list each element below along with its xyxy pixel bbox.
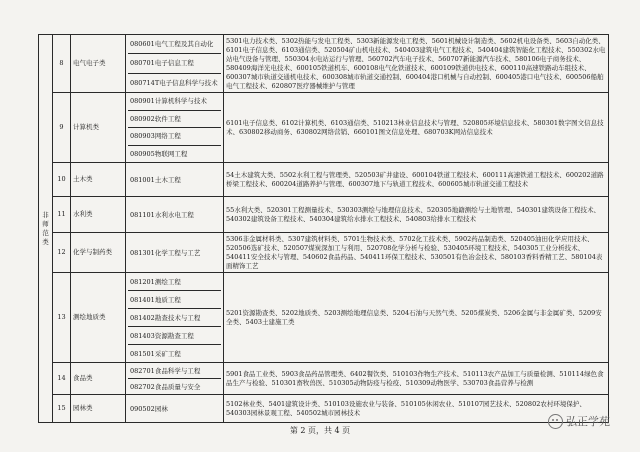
- related-majors-text: 5306非金属材料类、5307建筑材料类、5701生物技术类、5702化工技术类、5902药品制造类、520405油田化学应用技术、520506选矿技术、520507煤炭深加工与利用、520708化学分析与检验、530405环境工程技术、540305工业分析技术、540411安全技术与管理、540602食品药品、540411环保工程技术、530501有色冶金技术、580103香料香精工艺、580104表面精饰工艺: [224, 233, 609, 273]
- majors-cell: [126, 163, 224, 197]
- related-majors-text: 5301电力技术类、5302热能与发电工程类、5303新能源发电工程类、5601机械设计制造类、5602机电设备类、5603自动化类、6101电子信息类、6103通信类、520504矿山机电技术、540403建筑电气工程技术、540404建筑智能化工程技术、550302水电站电气设备与管理、550304水电站运行与管理、560702汽车电子技术、560707新能源汽车技术、580106电子商务技术、580409海洋光电技术、600105铁道机车、600108电气化铁道技术、600109铁道供电技术、600110高速铁路动车组技术、600307城市轨道交通机电技术、600308城市轨道交通控制、600404港口机械与自动控制、600405港口电气技术、600506船舶电气工程技术、620807医疗器械维护与管理: [224, 35, 609, 93]
- category-cell: 非师范类: [39, 35, 53, 423]
- major-item: 090502园林: [130, 404, 168, 413]
- watermark: [548, 413, 610, 429]
- major-item: 081501采矿工程: [128, 344, 221, 362]
- group-name: 计算机类: [71, 93, 126, 163]
- majors-cell: [126, 363, 224, 395]
- row-number: 15: [53, 395, 71, 423]
- majors-cell: [126, 35, 224, 93]
- row-number: 12: [53, 233, 71, 273]
- majors-list: [128, 197, 221, 232]
- majors-list: [128, 93, 221, 162]
- major-item: 080903网络工程: [128, 127, 221, 145]
- related-majors-text: 55水利大类、520301工程测量技术、530303测绘与地理信息技术、520305地籍测绘与土地管理、540301建筑设备工程技术、540302建筑设备工程技术、540304建筑给水排水工程技术、540803给排水工程技术: [224, 197, 609, 233]
- group-name: 水利类: [71, 197, 126, 233]
- group-name: 食品类: [71, 363, 126, 395]
- majors-cell: [126, 197, 224, 233]
- majors-cell: [126, 273, 224, 363]
- major-item: 080902软件工程: [128, 110, 221, 128]
- row-number: 9: [53, 93, 71, 163]
- related-majors-text: 5901食品工业类、5903食品药品管理类、6402餐饮类、510103作物生产技术、510113农产品加工与质量检测、510114绿色食品生产与检验、510301畜牧兽医、510305动物防疫与检疫、510309动物医学、530703食品营养与检测: [224, 363, 609, 395]
- majors-cell: [126, 93, 224, 163]
- table-row: [39, 273, 609, 363]
- major-item: 080701电子信息工程: [128, 53, 221, 72]
- table-row: [39, 35, 609, 93]
- related-majors-text: 6101电子信息类、6102计算机类、6103通信类、510213林业信息技术与管理、520805环境信息技术、580301数字图文信息技术、630802移动商务、630802网络营销、660101图文信息处理、680703K网站信息技术: [224, 93, 609, 163]
- row-number: 8: [53, 35, 71, 93]
- group-name: 测绘地质类: [71, 273, 126, 363]
- table-row: [39, 163, 609, 197]
- page-footer: 第 2 页，共 4 页: [289, 426, 351, 435]
- table-row: [39, 233, 609, 273]
- table-row: [39, 395, 609, 423]
- major-item: 081201测绘工程: [130, 277, 181, 286]
- group-name: 园林类: [71, 395, 126, 423]
- major-item: 080714T电子信息科学与技术: [128, 73, 221, 92]
- wechat-icon: [548, 414, 563, 429]
- major-item: 081402勘查技术与工程: [128, 308, 221, 326]
- watermark-text: 弘正学苑: [566, 415, 610, 428]
- table-row: [39, 197, 609, 233]
- major-item: 080601电气工程及其自动化: [130, 40, 214, 49]
- major-item: 082701食品科学与工程: [130, 366, 201, 375]
- majors-list: [128, 363, 221, 394]
- table-row: [39, 93, 609, 163]
- row-number: 11: [53, 197, 71, 233]
- related-majors-text: 54土木建筑大类、5502水利工程与管理类、520503矿井建设、600104铁道工程技术、600111高速铁道工程技术、600202道路桥梁工程技术、600204道路养护与管理、600307地下与轨道工程技术、600605城市轨道交通工程技术: [224, 163, 609, 197]
- group-name: 土木类: [71, 163, 126, 197]
- group-name: 电气电子类: [71, 35, 126, 93]
- majors-list: [128, 273, 221, 362]
- related-majors-text: 5201资源勘查类、5202地质类、5203测绘地理信息类、5204石油与天然气类、5205煤炭类、5206金属与非金属矿类、5209安全类、5403土建施工类: [224, 273, 609, 363]
- majors-cell: [126, 395, 224, 423]
- row-number: 10: [53, 163, 71, 197]
- majors-table: [38, 34, 609, 423]
- major-item: 081403资源勘查工程: [128, 326, 221, 344]
- majors-list: [128, 395, 221, 422]
- row-number: 14: [53, 363, 71, 395]
- majors-list: [128, 233, 221, 272]
- group-name: 化学与制药类: [71, 233, 126, 273]
- major-item: 081401地质工程: [128, 290, 221, 308]
- major-item: 080905物联网工程: [128, 145, 221, 163]
- major-item: 082702食品质量与安全: [128, 378, 221, 394]
- table-row: [39, 363, 609, 395]
- related-majors-text: 5102林业类、5401建筑设计类、510103设施农业与装备、510105休闲农业、510107园艺技术、520802农村环境保护、540303园林景观工程、540502城市园林技术: [224, 395, 609, 423]
- major-item: 081301化学工程与工艺: [130, 248, 201, 257]
- majors-list: [128, 163, 221, 196]
- major-item: 080901计算机科学与技术: [130, 97, 207, 106]
- major-item: 081101水利水电工程: [130, 210, 194, 219]
- majors-cell: [126, 233, 224, 273]
- majors-list: [128, 35, 221, 92]
- major-item: 081001土木工程: [130, 175, 181, 184]
- row-number: 13: [53, 273, 71, 363]
